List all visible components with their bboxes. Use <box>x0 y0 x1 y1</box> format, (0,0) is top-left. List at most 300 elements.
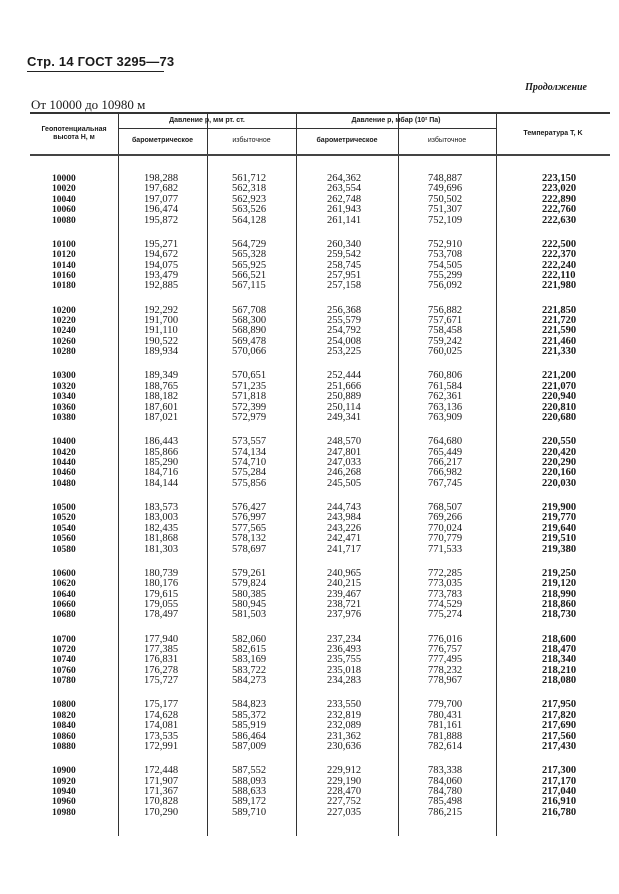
table-cell: 10820 <box>52 710 76 721</box>
table-cell: 236,493 <box>327 644 362 655</box>
table-cell: 176,278 <box>144 664 179 676</box>
table-cell: 778,232 <box>428 664 463 676</box>
table-cell: 580,385 <box>232 588 267 600</box>
col-temperature <box>542 766 576 818</box>
table-cell: 222,500 <box>542 238 577 250</box>
col-mbar-excess <box>428 503 462 555</box>
table-cell: 589,172 <box>232 796 267 808</box>
table-cell: 182,435 <box>144 522 179 534</box>
table-cell: 573,557 <box>232 436 267 448</box>
table-cell: 765,449 <box>428 446 463 458</box>
table-cell: 562,923 <box>232 193 267 205</box>
col-mbar-excess <box>428 700 462 752</box>
table-cell: 188,182 <box>144 391 179 403</box>
table-cell: 181,303 <box>144 543 179 555</box>
col-mm-excess <box>232 766 266 818</box>
col-temperature <box>542 240 576 292</box>
table-cell: 10740 <box>52 655 76 666</box>
table-cell: 582,060 <box>232 633 267 645</box>
table-cell: 261,141 <box>327 214 362 226</box>
table-cell: 10680 <box>52 610 76 621</box>
table-cell: 194,672 <box>144 249 179 261</box>
table-cell: 579,824 <box>232 578 267 590</box>
table-cell: 197,682 <box>144 183 179 195</box>
table-cell: 218,210 <box>542 664 577 676</box>
table-cell: 755,299 <box>428 270 463 282</box>
table-cell: 786,215 <box>428 806 463 818</box>
table-cell: 588,633 <box>232 786 267 797</box>
col-temperature <box>542 503 576 555</box>
table-cell: 763,136 <box>428 401 463 413</box>
table-cell: 10020 <box>52 184 76 195</box>
table-cell: 243,226 <box>327 522 362 534</box>
table-cell: 248,570 <box>327 436 362 448</box>
col-height <box>52 240 76 292</box>
col-height <box>52 700 76 752</box>
table-cell: 195,271 <box>144 238 179 250</box>
col-mm-barometric <box>144 700 178 752</box>
table-cell: 254,008 <box>327 335 362 347</box>
col-mbar-excess <box>428 174 462 226</box>
col-temperature <box>542 371 576 423</box>
table-cell: 183,003 <box>144 512 179 524</box>
col-mbar-excess <box>428 371 462 423</box>
table-cell: 571,818 <box>232 391 267 403</box>
table-cell: 221,720 <box>542 315 577 326</box>
table-cell: 588,093 <box>232 775 267 787</box>
table-cell: 10200 <box>52 305 76 316</box>
table-cell: 776,757 <box>428 644 463 655</box>
table-cell: 187,021 <box>144 412 179 424</box>
table-cell: 585,372 <box>232 709 267 721</box>
table-cell: 247,033 <box>327 457 362 468</box>
table-cell: 184,144 <box>144 477 179 489</box>
table-cell: 184,716 <box>144 467 179 479</box>
table-cell: 250,889 <box>327 391 362 403</box>
table-cell: 240,965 <box>327 567 362 579</box>
table-cell: 784,060 <box>428 775 463 787</box>
table-cell: 760,025 <box>428 346 463 358</box>
table-cell: 220,420 <box>542 446 577 458</box>
col-mbar-barometric <box>327 306 361 358</box>
table-cell: 229,190 <box>327 775 362 787</box>
table-cell: 186,443 <box>144 436 179 448</box>
table-cell: 10220 <box>52 316 76 326</box>
header-mm-excess: избыточное <box>232 137 271 144</box>
table-cell: 229,912 <box>327 765 362 777</box>
table-cell: 754,505 <box>428 259 463 271</box>
table-cell: 180,739 <box>144 567 179 579</box>
table-cell: 586,464 <box>232 730 267 742</box>
table-cell: 217,950 <box>542 699 577 711</box>
table-cell: 254,792 <box>327 325 362 337</box>
table-cell: 10660 <box>52 600 76 611</box>
table-cell: 587,552 <box>232 765 267 777</box>
table-cell: 584,273 <box>232 675 267 687</box>
table-cell: 227,752 <box>327 796 362 808</box>
col-temperature <box>542 569 576 621</box>
col-mbar-barometric <box>327 700 361 752</box>
table-cell: 195,872 <box>144 214 179 226</box>
table-cell: 171,907 <box>144 775 179 787</box>
table-cell: 760,806 <box>428 370 463 382</box>
table-cell: 222,110 <box>542 270 576 282</box>
table-cell: 10960 <box>52 797 76 808</box>
divider <box>296 156 297 836</box>
table-cell: 10900 <box>52 766 76 777</box>
table-cell: 245,505 <box>327 477 362 489</box>
table-cell: 249,341 <box>327 412 362 424</box>
table-cell: 785,498 <box>428 796 463 808</box>
table-cell: 243,984 <box>327 512 362 524</box>
table-cell: 10700 <box>52 634 76 645</box>
table-cell: 250,114 <box>327 401 361 413</box>
col-mbar-barometric <box>327 635 361 687</box>
table-cell: 196,474 <box>144 204 179 216</box>
table-cell: 189,934 <box>144 346 179 358</box>
divider <box>496 156 497 836</box>
table-cell: 191,700 <box>144 315 179 326</box>
table-header <box>30 112 610 156</box>
table-body <box>30 156 610 836</box>
table-cell: 583,169 <box>232 654 267 666</box>
header-height: Геопотенциальная высота H, м <box>41 126 107 141</box>
table-cell: 198,288 <box>144 173 179 184</box>
table-cell: 10840 <box>52 721 76 732</box>
header-pressure-mmhg: Давление p, мм рт. ст. <box>169 117 245 124</box>
table-cell: 220,160 <box>542 467 577 479</box>
table-cell: 568,300 <box>232 315 267 326</box>
table-cell: 767,745 <box>428 477 463 489</box>
table-cell: 194,075 <box>144 259 179 271</box>
col-height <box>52 503 76 555</box>
table-cell: 256,368 <box>327 304 362 316</box>
table-cell: 170,290 <box>144 806 179 818</box>
table-cell: 235,018 <box>327 664 362 676</box>
table-cell: 565,925 <box>232 259 267 271</box>
col-mm-excess <box>232 635 266 687</box>
table-cell: 771,533 <box>428 543 463 555</box>
col-mm-barometric <box>144 240 178 292</box>
table-cell: 10240 <box>52 326 76 337</box>
table-cell: 189,349 <box>144 370 179 382</box>
table-cell: 564,729 <box>232 238 267 250</box>
table-cell: 222,890 <box>542 193 577 205</box>
table-cell: 10040 <box>52 194 76 205</box>
table-cell: 235,755 <box>327 654 362 666</box>
table-cell: 567,115 <box>232 280 266 292</box>
table-cell: 192,885 <box>144 280 179 292</box>
table-cell: 762,361 <box>428 391 463 403</box>
table-cell: 10420 <box>52 447 76 458</box>
table-cell: 219,380 <box>542 543 577 555</box>
table-cell: 10980 <box>52 807 76 818</box>
table-cell: 171,367 <box>144 786 179 797</box>
table-cell: 180,176 <box>144 578 179 590</box>
table-cell: 572,979 <box>232 412 267 424</box>
table-cell: 10180 <box>52 281 76 292</box>
table-cell: 763,909 <box>428 412 463 424</box>
table-cell: 582,615 <box>232 644 267 655</box>
col-mm-barometric <box>144 503 178 555</box>
table-cell: 10080 <box>52 215 76 226</box>
table-cell: 576,997 <box>232 512 267 524</box>
table-cell: 219,770 <box>542 512 577 524</box>
table-cell: 10860 <box>52 731 76 742</box>
table-cell: 251,666 <box>327 380 362 392</box>
divider <box>207 156 208 836</box>
table-cell: 766,982 <box>428 467 463 479</box>
table-cell: 10920 <box>52 776 76 787</box>
table-cell: 259,542 <box>327 249 362 261</box>
table-cell: 177,940 <box>144 633 179 645</box>
table-cell: 218,860 <box>542 599 577 611</box>
col-mm-excess <box>232 700 266 752</box>
table-cell: 220,940 <box>542 391 577 403</box>
table-cell: 587,009 <box>232 741 267 753</box>
table-cell: 220,680 <box>542 412 577 424</box>
table-cell: 217,300 <box>542 765 577 777</box>
table-cell: 179,615 <box>144 588 179 600</box>
table-cell: 187,601 <box>144 401 179 413</box>
table-cell: 174,628 <box>144 709 179 721</box>
table-cell: 570,651 <box>232 370 267 382</box>
table-cell: 749,696 <box>428 183 463 195</box>
col-height <box>52 569 76 621</box>
table-cell: 216,910 <box>542 796 577 808</box>
col-height <box>52 635 76 687</box>
table-cell: 10720 <box>52 645 76 655</box>
col-mbar-barometric <box>327 503 361 555</box>
table-cell: 262,748 <box>327 193 362 205</box>
col-mm-excess <box>232 503 266 555</box>
continuation-label: Продолжение <box>525 82 587 93</box>
header-mbar-barometric: барометрическое <box>316 137 378 144</box>
col-height <box>52 766 76 818</box>
table-cell: 172,448 <box>144 765 179 777</box>
table-cell: 221,590 <box>542 325 577 337</box>
table-cell: 218,730 <box>542 609 577 621</box>
table-cell: 176,831 <box>144 654 179 666</box>
table-cell: 757,671 <box>428 315 463 326</box>
table-cell: 10580 <box>52 544 76 555</box>
table-cell: 253,225 <box>327 346 362 358</box>
table-cell: 572,399 <box>232 401 267 413</box>
table-cell: 782,614 <box>428 741 463 753</box>
table-cell: 756,882 <box>428 304 463 316</box>
table-cell: 181,868 <box>144 533 179 545</box>
table-cell: 233,550 <box>327 699 362 711</box>
table-cell: 10800 <box>52 700 76 711</box>
table-cell: 10120 <box>52 250 76 261</box>
table-cell: 10640 <box>52 589 76 600</box>
table-cell: 752,910 <box>428 238 463 250</box>
table-cell: 221,980 <box>542 280 577 292</box>
table-cell: 219,640 <box>542 522 577 534</box>
table-cell: 190,522 <box>144 335 179 347</box>
table-cell: 10440 <box>52 458 76 468</box>
table-cell: 574,134 <box>232 446 267 458</box>
table-cell: 193,479 <box>144 270 179 282</box>
col-mm-excess <box>232 569 266 621</box>
col-mbar-excess <box>428 766 462 818</box>
table-cell: 10560 <box>52 534 76 545</box>
table-cell: 10160 <box>52 271 76 282</box>
table-cell: 219,120 <box>542 578 577 590</box>
col-mm-excess <box>232 371 266 423</box>
table-cell: 570,066 <box>232 346 267 358</box>
table-cell: 566,521 <box>232 270 267 282</box>
table-cell: 10380 <box>52 413 76 424</box>
col-mm-barometric <box>144 174 178 226</box>
col-mm-barometric <box>144 371 178 423</box>
table-cell: 175,177 <box>144 699 179 711</box>
table-cell: 222,760 <box>542 204 577 216</box>
col-temperature <box>542 306 576 358</box>
range-title: От 10000 до 10980 м <box>31 97 146 112</box>
table-cell: 578,132 <box>232 533 267 545</box>
table-cell: 772,285 <box>428 567 463 579</box>
header-pressure-mbar: Давление p, мбар (10² Па) <box>351 117 441 124</box>
table-cell: 750,502 <box>428 193 463 205</box>
table-cell: 185,290 <box>144 457 179 468</box>
table-cell: 10280 <box>52 347 76 358</box>
col-height <box>52 371 76 423</box>
col-mbar-barometric <box>327 766 361 818</box>
table-cell: 578,697 <box>232 543 267 555</box>
table-cell: 220,810 <box>542 401 577 413</box>
divider <box>398 156 399 836</box>
table-cell: 10460 <box>52 468 76 479</box>
table-cell: 10520 <box>52 513 76 524</box>
col-temperature <box>542 437 576 489</box>
table-cell: 264,362 <box>327 173 362 184</box>
table-cell: 170,828 <box>144 796 179 808</box>
col-temperature <box>542 174 576 226</box>
table-cell: 232,819 <box>327 709 362 721</box>
table-cell: 219,900 <box>542 502 577 513</box>
table-cell: 770,024 <box>428 522 463 534</box>
table-cell: 766,217 <box>428 457 463 468</box>
col-mm-excess <box>232 174 266 226</box>
table-cell: 241,717 <box>327 543 362 555</box>
table-cell: 221,330 <box>542 346 577 358</box>
table-cell: 258,745 <box>327 259 362 271</box>
table-cell: 576,427 <box>232 502 267 513</box>
table-cell: 764,680 <box>428 436 463 448</box>
table-cell: 574,710 <box>232 457 267 468</box>
col-mbar-barometric <box>327 240 361 292</box>
table-cell: 10060 <box>52 205 76 216</box>
table-cell: 185,866 <box>144 446 179 458</box>
table-cell: 222,370 <box>542 249 577 261</box>
table-cell: 216,780 <box>542 806 577 818</box>
table-cell: 769,266 <box>428 512 463 524</box>
table-cell: 174,081 <box>144 720 179 732</box>
table-cell: 768,507 <box>428 502 463 513</box>
table-cell: 564,128 <box>232 214 267 226</box>
table-cell: 227,035 <box>327 806 362 818</box>
col-mm-excess <box>232 240 266 292</box>
table-cell: 568,890 <box>232 325 267 337</box>
table-cell: 577,565 <box>232 522 267 534</box>
table-cell: 775,274 <box>428 609 463 621</box>
table-cell: 237,234 <box>327 633 362 645</box>
table-cell: 752,109 <box>428 214 463 226</box>
table-cell: 238,721 <box>327 599 362 611</box>
col-mbar-barometric <box>327 569 361 621</box>
col-mm-barometric <box>144 766 178 818</box>
table-cell: 263,554 <box>327 183 362 195</box>
table-cell: 581,503 <box>232 609 267 621</box>
table-cell: 10360 <box>52 402 76 413</box>
table-cell: 252,444 <box>327 370 362 382</box>
table-cell: 761,584 <box>428 380 463 392</box>
table-cell: 567,708 <box>232 304 267 316</box>
table-cell: 223,020 <box>542 183 577 195</box>
table-cell: 565,328 <box>232 249 267 261</box>
table-cell: 774,529 <box>428 599 463 611</box>
table-cell: 10480 <box>52 478 76 489</box>
table-cell: 173,535 <box>144 730 179 742</box>
table-cell: 562,318 <box>232 183 267 195</box>
table-cell: 777,495 <box>428 654 463 666</box>
table-cell: 231,362 <box>327 730 362 742</box>
table-cell: 232,089 <box>327 720 362 732</box>
table-cell: 188,765 <box>144 380 179 392</box>
table-cell: 260,340 <box>327 238 362 250</box>
table-cell: 10340 <box>52 392 76 403</box>
table-cell: 10500 <box>52 503 76 513</box>
col-mbar-excess <box>428 635 462 687</box>
col-mm-excess <box>232 306 266 358</box>
table-cell: 221,850 <box>542 304 577 316</box>
col-mbar-barometric <box>327 437 361 489</box>
table-cell: 219,510 <box>542 533 577 545</box>
table-cell: 257,158 <box>327 280 362 292</box>
table-cell: 223,150 <box>542 173 577 184</box>
table-cell: 756,092 <box>428 280 463 292</box>
table-cell: 221,070 <box>542 380 577 392</box>
table-cell: 779,700 <box>428 699 463 711</box>
table-cell: 230,636 <box>327 741 362 753</box>
table-cell: 10940 <box>52 787 76 797</box>
header-temperature: Температура T, K <box>523 130 583 137</box>
table-cell: 10880 <box>52 742 76 753</box>
table-cell: 257,951 <box>327 270 362 282</box>
table-cell: 172,991 <box>144 741 179 753</box>
table-cell: 773,783 <box>428 588 463 600</box>
table-cell: 221,460 <box>542 335 577 347</box>
table-cell: 10100 <box>52 239 76 250</box>
table-cell: 10300 <box>52 371 76 382</box>
table-cell: 10320 <box>52 381 76 392</box>
table-cell: 255,579 <box>327 315 362 326</box>
table-cell: 770,779 <box>428 533 463 545</box>
col-height <box>52 174 76 226</box>
table-cell: 218,080 <box>542 675 577 687</box>
col-mbar-excess <box>428 306 462 358</box>
table-cell: 217,560 <box>542 730 577 742</box>
col-mbar-barometric <box>327 174 361 226</box>
table-cell: 220,290 <box>542 457 577 468</box>
table-cell: 583,722 <box>232 664 267 676</box>
table-cell: 759,242 <box>428 335 463 347</box>
table-cell: 219,250 <box>542 567 577 579</box>
table-cell: 748,887 <box>428 173 463 184</box>
table-cell: 218,470 <box>542 644 577 655</box>
table-cell: 569,478 <box>232 335 267 347</box>
